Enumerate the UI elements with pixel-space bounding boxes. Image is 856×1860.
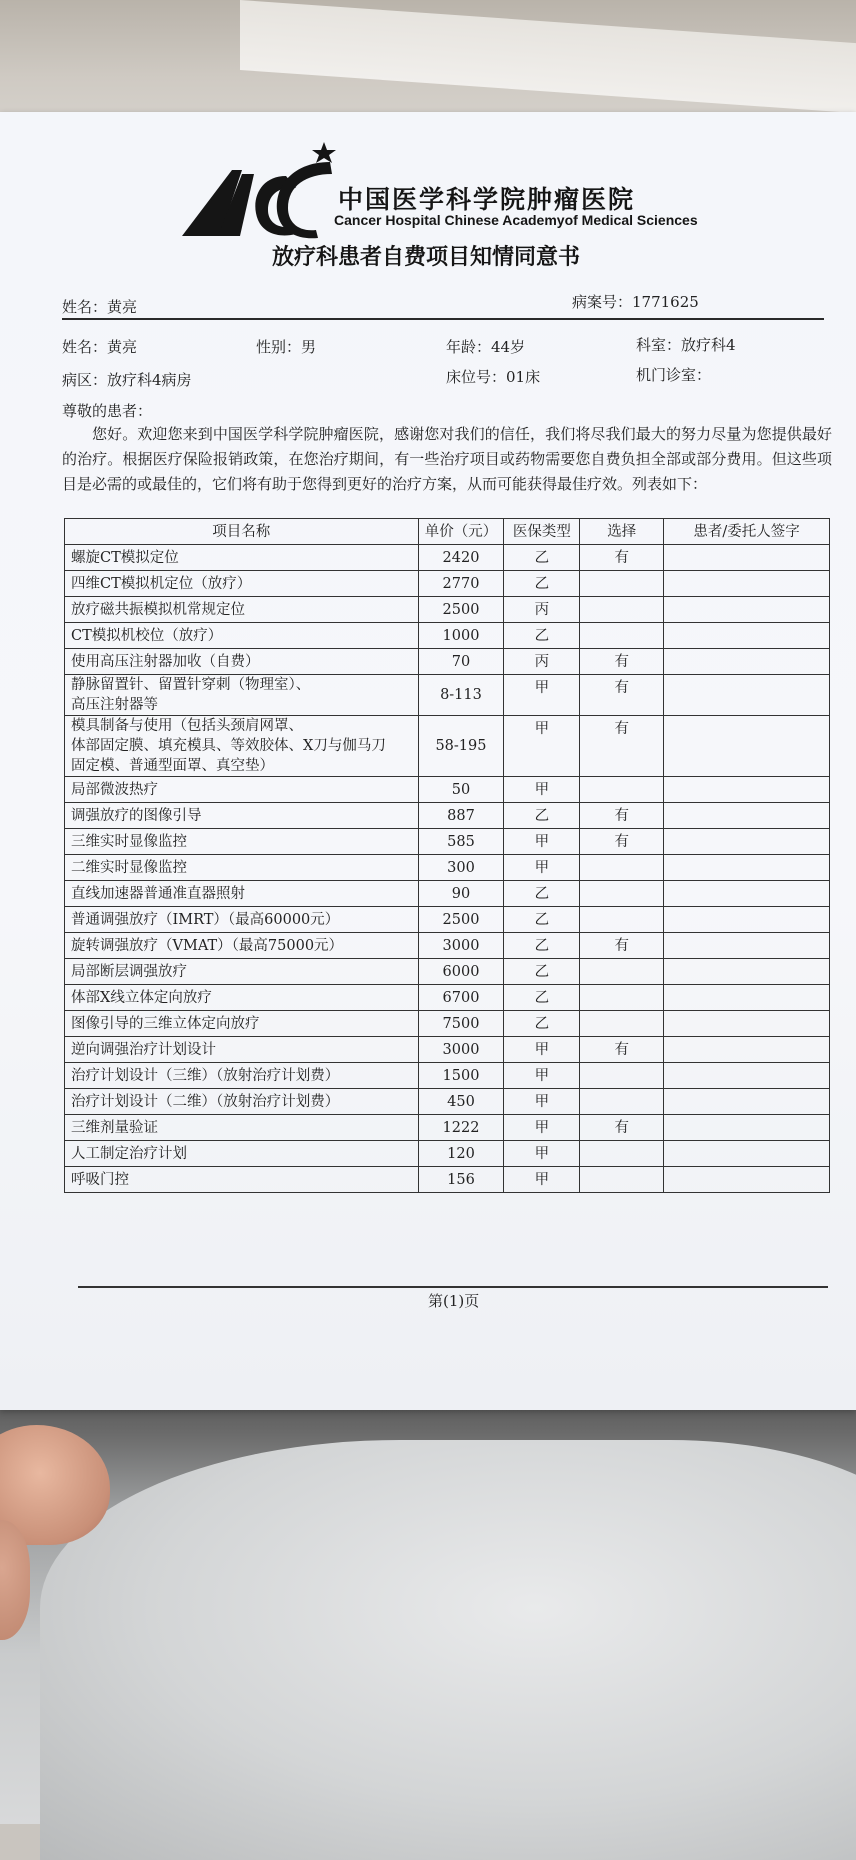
insurance-type-cell: 乙 [504,545,580,571]
item-name-cell: 体部X线立体定向放疗 [65,985,419,1011]
insurance-type-cell: 甲 [504,1089,580,1115]
insurance-type-cell: 乙 [504,571,580,597]
item-name-cell: 图像引导的三维立体定向放疗 [65,1011,419,1037]
column-header-insurance-type: 医保类型 [504,519,580,545]
table-row [65,1037,830,1063]
unit-price-cell: 7500 [418,1011,504,1037]
unit-price-cell: 70 [418,649,504,675]
table-row [65,777,830,803]
table-row [65,1167,830,1193]
signature-cell[interactable] [664,803,830,829]
choice-cell [580,571,664,597]
table-row [65,907,830,933]
signature-cell[interactable] [664,907,830,933]
choice-cell [580,881,664,907]
patient-clinic: 机门诊室： [636,366,712,384]
table-row [65,1089,830,1115]
item-name-cell: 放疗磁共振模拟机常规定位 [65,597,419,623]
signature-cell[interactable] [664,829,830,855]
signature-cell[interactable] [664,597,830,623]
signature-cell[interactable] [664,985,830,1011]
signature-cell[interactable] [664,855,830,881]
signature-cell[interactable] [664,1037,830,1063]
insurance-type-cell: 丙 [504,649,580,675]
unit-price-cell: 3000 [418,1037,504,1063]
insurance-type-cell: 甲 [504,1167,580,1193]
table-row [65,597,830,623]
unit-price-cell: 120 [418,1141,504,1167]
patient-age: 年龄：44岁 [446,338,526,356]
item-name-cell: 调强放疗的图像引导 [65,803,419,829]
background-cloth [40,1440,856,1860]
table-row [65,933,830,959]
choice-cell: 有 [580,675,664,716]
insurance-type-cell: 甲 [504,716,580,777]
signature-cell[interactable] [664,959,830,985]
patient-bed: 床位号：01床 [446,368,541,386]
choice-cell: 有 [580,803,664,829]
choice-cell [580,1063,664,1089]
item-name-cell: 静脉留置针、留置针穿刺（物理室）、 高压注射器等 [65,675,419,716]
hospital-name-cn: 中国医学科学院肿瘤医院 [338,185,636,214]
unit-price-cell: 1500 [418,1063,504,1089]
table-row [65,985,830,1011]
hospital-logo [180,140,340,250]
choice-cell [580,907,664,933]
choice-cell [580,1011,664,1037]
patient-gender: 性别：男 [256,338,317,356]
table-row [65,1115,830,1141]
signature-cell[interactable] [664,1089,830,1115]
item-name-cell: 四维CT模拟机定位（放疗） [65,571,419,597]
table-row [65,571,830,597]
choice-cell [580,623,664,649]
insurance-type-cell: 甲 [504,675,580,716]
choice-cell [580,855,664,881]
unit-price-cell: 3000 [418,933,504,959]
unit-price-cell: 300 [418,855,504,881]
column-header-unit-price: 单价（元） [418,519,504,545]
item-name-cell: 旋转调强放疗（VMAT）（最高75000元） [65,933,419,959]
table-row [65,1011,830,1037]
unit-price-cell: 2420 [418,545,504,571]
insurance-type-cell: 甲 [504,1063,580,1089]
insurance-type-cell: 甲 [504,1141,580,1167]
unit-price-cell: 1222 [418,1115,504,1141]
table-header-row [65,519,830,545]
header-divider [62,318,824,320]
signature-cell[interactable] [664,881,830,907]
insurance-type-cell: 乙 [504,1011,580,1037]
column-header-signature: 患者/委托人签字 [664,519,830,545]
header-patient-name: 姓名：黄亮 [62,298,138,316]
item-name-cell: 模具制备与使用（包括头颈肩网罩、 体部固定膜、填充模具、等效胶体、X刀与伽马刀 固定模、普通型面罩、真空垫） [65,716,419,777]
signature-cell[interactable] [664,1115,830,1141]
insurance-type-cell: 乙 [504,907,580,933]
unit-price-cell: 887 [418,803,504,829]
column-header-item-name: 项目名称 [65,519,419,545]
insurance-type-cell: 丙 [504,597,580,623]
signature-cell[interactable] [664,545,830,571]
insurance-type-cell: 乙 [504,959,580,985]
insurance-type-cell: 乙 [504,623,580,649]
insurance-type-cell: 乙 [504,803,580,829]
choice-cell [580,1167,664,1193]
choice-cell [580,1141,664,1167]
choice-cell: 有 [580,1037,664,1063]
table-row [65,716,830,777]
header-record-number: 病案号：1771625 [572,293,699,311]
table-row [65,829,830,855]
item-name-cell: 人工制定治疗计划 [65,1141,419,1167]
signature-cell[interactable] [664,777,830,803]
signature-cell[interactable] [664,571,830,597]
signature-cell[interactable] [664,716,830,777]
choice-cell: 有 [580,829,664,855]
table-row [65,623,830,649]
unit-price-cell: 156 [418,1167,504,1193]
item-name-cell: 逆向调强治疗计划设计 [65,1037,419,1063]
signature-cell[interactable] [664,933,830,959]
table-row [65,959,830,985]
intro-paragraph: 您好。欢迎您来到中国医学科学院肿瘤医院，感谢您对我们的信任，我们将尽我们最大的努力尽量为您提供最好的治疗。根据医疗保险报销政策，在您治疗期间，有一些治疗项目或药物需要您自费负担全部或部分费用。但这些项目是必需的或最佳的，它们将有助于您得到更好的治疗方案，从而可能获得最佳疗效。列表如下： [62,425,832,493]
item-name-cell: CT模拟机校位（放疗） [65,623,419,649]
signature-cell[interactable] [664,1167,830,1193]
item-name-cell: 直线加速器普通准直器照射 [65,881,419,907]
item-name-cell: 局部断层调强放疗 [65,959,419,985]
insurance-type-cell: 甲 [504,1037,580,1063]
choice-cell: 有 [580,649,664,675]
signature-cell[interactable] [664,1141,830,1167]
unit-price-cell: 50 [418,777,504,803]
unit-price-cell: 450 [418,1089,504,1115]
item-name-cell: 普通调强放疗（IMRT）（最高60000元） [65,907,419,933]
unit-price-cell: 2500 [418,597,504,623]
patient-ward: 病区：放疗科4病房 [62,371,192,389]
greeting: 尊敬的患者： [62,402,153,420]
column-header-choice: 选择 [580,519,664,545]
unit-price-cell: 2770 [418,571,504,597]
choice-cell: 有 [580,545,664,571]
unit-price-cell: 2500 [418,907,504,933]
table-row [65,855,830,881]
signature-cell[interactable] [664,1063,830,1089]
table-row [65,881,830,907]
choice-cell: 有 [580,933,664,959]
signature-cell[interactable] [664,649,830,675]
choice-cell [580,985,664,1011]
table-row [65,545,830,571]
item-name-cell: 局部微波热疗 [65,777,419,803]
item-name-cell: 呼吸门控 [65,1167,419,1193]
footer-divider [78,1286,828,1288]
signature-cell[interactable] [664,1011,830,1037]
unit-price-cell: 585 [418,829,504,855]
hospital-name-en: Cancer Hospital Chinese Academyof Medical Sciences [334,212,698,228]
item-name-cell: 使用高压注射器加收（自费） [65,649,419,675]
table-row [65,1063,830,1089]
item-name-cell: 治疗计划设计（二维）（放射治疗计划费） [65,1089,419,1115]
unit-price-cell: 58-195 [418,716,504,777]
insurance-type-cell: 甲 [504,829,580,855]
table-row [65,1141,830,1167]
patient-name: 姓名：黄亮 [62,338,138,356]
insurance-type-cell: 甲 [504,777,580,803]
patient-department: 科室：放疗科4 [636,336,736,354]
item-name-cell: 三维剂量验证 [65,1115,419,1141]
document-title: 放疗科患者自费项目知情同意书 [272,244,581,270]
unit-price-cell: 6700 [418,985,504,1011]
insurance-type-cell: 乙 [504,985,580,1011]
choice-cell [580,777,664,803]
insurance-type-cell: 乙 [504,881,580,907]
self-pay-items-table [64,518,830,1193]
table-row [65,675,830,716]
choice-cell: 有 [580,1115,664,1141]
table-row [65,803,830,829]
signature-cell[interactable] [664,675,830,716]
unit-price-cell: 8-113 [418,675,504,716]
insurance-type-cell: 甲 [504,1115,580,1141]
insurance-type-cell: 乙 [504,933,580,959]
table-row [65,649,830,675]
choice-cell [580,959,664,985]
unit-price-cell: 6000 [418,959,504,985]
unit-price-cell: 90 [418,881,504,907]
signature-cell[interactable] [664,623,830,649]
unit-price-cell: 1000 [418,623,504,649]
item-name-cell: 治疗计划设计（三维）（放射治疗计划费） [65,1063,419,1089]
choice-cell [580,1089,664,1115]
item-name-cell: 二维实时显像监控 [65,855,419,881]
insurance-type-cell: 甲 [504,855,580,881]
page-number: 第(1)页 [428,1292,480,1310]
item-name-cell: 三维实时显像监控 [65,829,419,855]
item-name-cell: 螺旋CT模拟定位 [65,545,419,571]
choice-cell: 有 [580,716,664,777]
choice-cell [580,597,664,623]
